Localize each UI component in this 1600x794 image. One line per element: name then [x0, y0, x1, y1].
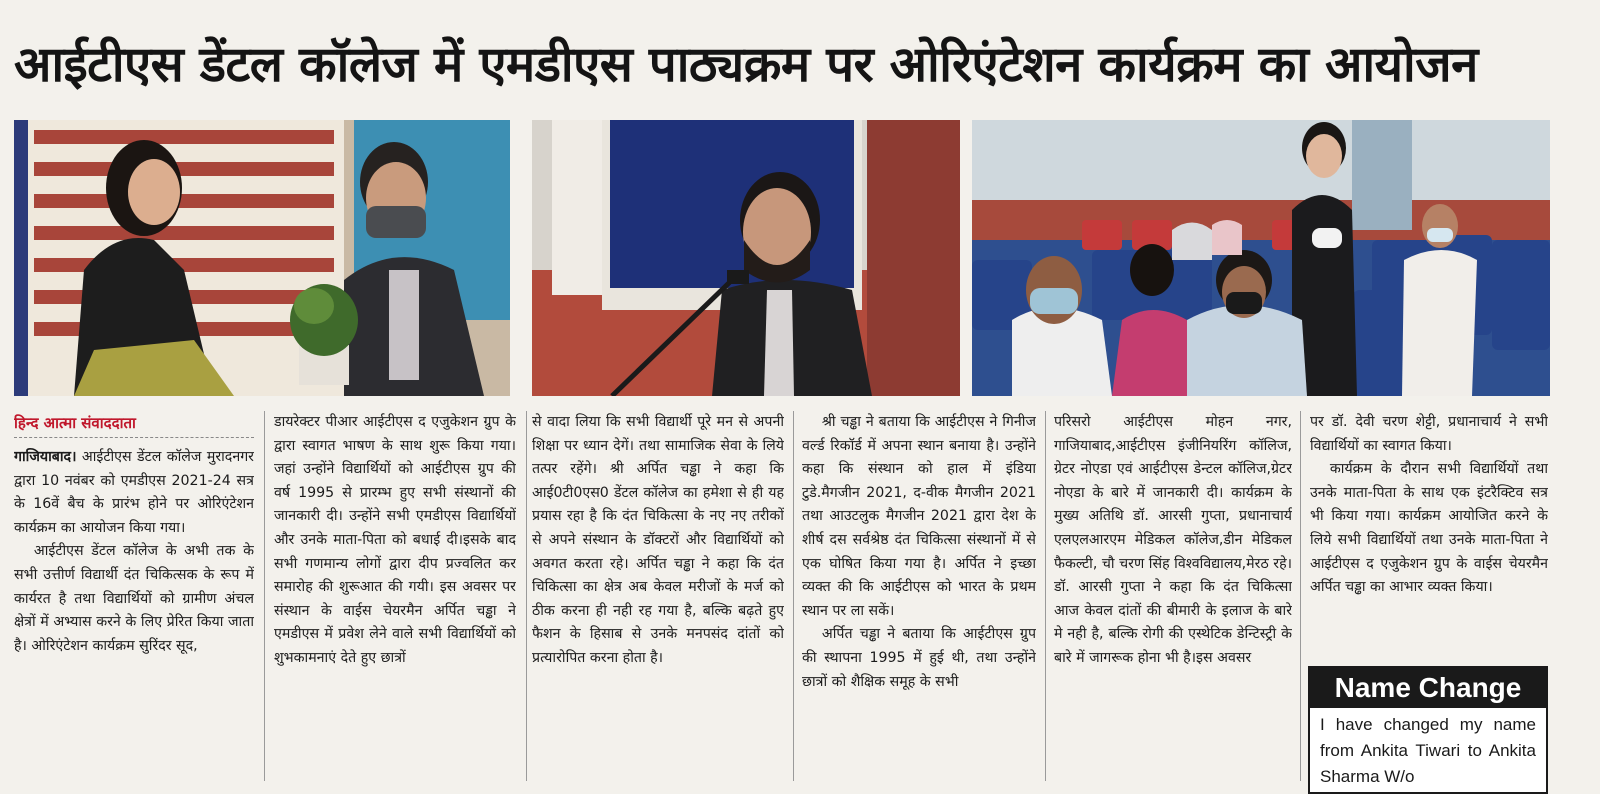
article-column-1	[14, 411, 254, 786]
column-rule	[793, 411, 794, 781]
article-column-4	[802, 411, 1036, 786]
name-change-ad	[1308, 666, 1548, 794]
column-rule	[264, 411, 265, 781]
article-paragraph: पर डॉ. देवी चरण शेट्टी, प्रधानाचार्य ने सभी विद्यार्थियों का स्वागत किया।	[1310, 414, 1548, 454]
article-paragraph: से वादा लिया कि सभी विद्यार्थी पूरे मन से अपनी शिक्षा पर ध्यान देगें। तथा सामाजिक सेवा के लिये तत्पर रहेंगे। श्री अर्पित चड्ढा ने कहा कि आई0टी0एस0 डेंटल कॉलेज का हमेशा से ही यह प्रयास रहा है कि दंत चिकित्सा के नए नए तरीकों से अपने संस्थान के डॉक्टरों और विद्यार्थियों को अवगत करता रहे। अर्पित चड्ढा ने कहा कि दंत चिकित्सा का क्षेत्र अब केवल मरीजों के मर्ज को ठीक करना ही नही रह गया है, बल्कि बढ़ते हुए फैशन के हिसाब से उनके मनपसंद दांतों को प्रत्यारोपित करना होता है।	[532, 414, 784, 666]
article-paragraph: श्री चड्ढा ने बताया कि आईटीएस ने गिनीज वर्ल्ड रिकॉर्ड में अपना स्थान बनाया है। उन्होंने कहा कि संस्थान को हाल में इंडिया टुडे.मैगजीन 2021, द-वीक मैगजीन 2021 तथा आउटलुक मैगजीन 2021 द्वारा देश के शीर्ष दस सर्वश्रेष्ठ दंत चिकित्सा संस्थानों में से एक घोषित किया गया है। अर्पित ने इच्छा व्यक्त की कि आईटीएस को भारत के प्रथम स्थान पर ला सकें।	[802, 414, 1036, 619]
headline: आईटीएस डेंटल कॉलेज में एमडीएस पाठ्यक्रम पर ओरिएंटेशन कार्यक्रम का आयोजन	[14, 36, 1478, 93]
article-paragraph: अर्पित चड्ढा ने बताया कि आईटीएस ग्रुप की स्थापना 1995 में हुई थी, तथा उन्होंने छात्रों को शैक्षिक समूह के सभी	[802, 626, 1036, 690]
article-paragraph: आईटीएस डेंटल कॉलेज के अभी तक के सभी उत्तीर्ण विद्यार्थी दंत चिकित्सक के रूप में कार्यरत है तथा विद्यार्थियों को ग्रामीण अंचल क्षेत्रों में अभ्यास करने के लिए प्रेरित किया जाता है। ओरिएंटेशन कार्यक्रम सुरिंदर सूद,	[14, 543, 254, 654]
article-column-5	[1054, 411, 1292, 786]
column-rule	[1300, 411, 1301, 781]
column-rule	[526, 411, 527, 781]
column-rule	[1045, 411, 1046, 781]
article-column-6	[1310, 411, 1548, 651]
article-column-3	[532, 411, 784, 786]
photo-speaker-at-podium	[532, 120, 960, 396]
byline: हिन्द आत्मा संवाददाता	[14, 411, 254, 438]
photo-plant-presentation	[14, 120, 510, 396]
article-paragraph: परिसरो आईटीएस मोहन नगर, गाजियाबाद,आईटीएस इंजीनियरिंग कॉलिज, ग्रेटर नोएडा एवं आईटीएस डेन्टल कॉलिज,ग्रेटर नोएडा के बारे में जानकारी दी। कार्यक्रम के मुख्य अतिथि डॉ. आरसी गुप्ता, प्रधानाचार्य एलएलआरएम मेडिकल कॉलेज,डीन मेडिकल फैकल्टी, चौ चरण सिंह विश्वविद्यालय,मेरठ रहे।डॉ. आरसी गुप्ता ने कहा कि दंत चिकित्सा आज केवल दांतों की बीमारी के इलाज के बारे मे नही है, बल्कि रोगी की एस्थेटिक डेन्टिस्ट्री के बारे में जागरूक होना भी है।इस अवसर	[1054, 414, 1292, 666]
ad-title: Name Change	[1310, 668, 1546, 708]
ad-text: I have changed my name from Ankita Tiwari to Ankita Sharma W/o	[1320, 715, 1536, 786]
article-paragraph: कार्यक्रम के दौरान सभी विद्यार्थियों तथा उनके माता-पिता के साथ एक इंटरैक्टिव सत्र भी किया गया। कार्यक्रम आयोजित करने के लिये सभी विद्यार्थियों तथा उनके माता-पिता ने आईटीएस द एजुकेशन ग्रुप के वाईस चेयरमैन अर्पित चड्ढा का आभार व्यक्त किया।	[1310, 461, 1548, 596]
article-paragraph	[14, 446, 254, 540]
article-text: आईटीएस डेंटल कॉलेज मुरादनगर द्वारा 10 नवंबर को एमडीएस 2021-24 सत्र के 16वें बैच के प्रारंभ होने पर ओरिएंटेशन कार्यक्रम का आयोजन किया गया।	[14, 449, 254, 536]
article-paragraph: डायरेक्टर पीआर आईटीएस द एजुकेशन ग्रुप के द्वारा स्वागत भाषण के साथ शुरू किया गया। जहां उन्होंने विद्यार्थियों को आईटीएस ग्रुप की वर्ष 1995 से प्रारम्भ हुए सभी संस्थानों की जानकारी दी। उन्होंने सभी एमडीएस विद्यार्थियों और उनके माता-पिता को बधाई दी।इसके बाद सभी गणमान्य लोगों द्वारा दीप प्रज्वलित कर समारोह की शुरूआत की गयी। इस अवसर पर संस्थान के वाईस चेयरमैन अर्पित चड्ढा ने एमडीएस में प्रवेश लेने वाले सभी विद्यार्थियों को शुभकामनाएं देते हुए छात्रों	[274, 414, 516, 666]
article-column-2	[274, 411, 516, 786]
dateline: गाजियाबाद।	[14, 449, 77, 465]
photo-audience-interaction	[972, 120, 1550, 396]
